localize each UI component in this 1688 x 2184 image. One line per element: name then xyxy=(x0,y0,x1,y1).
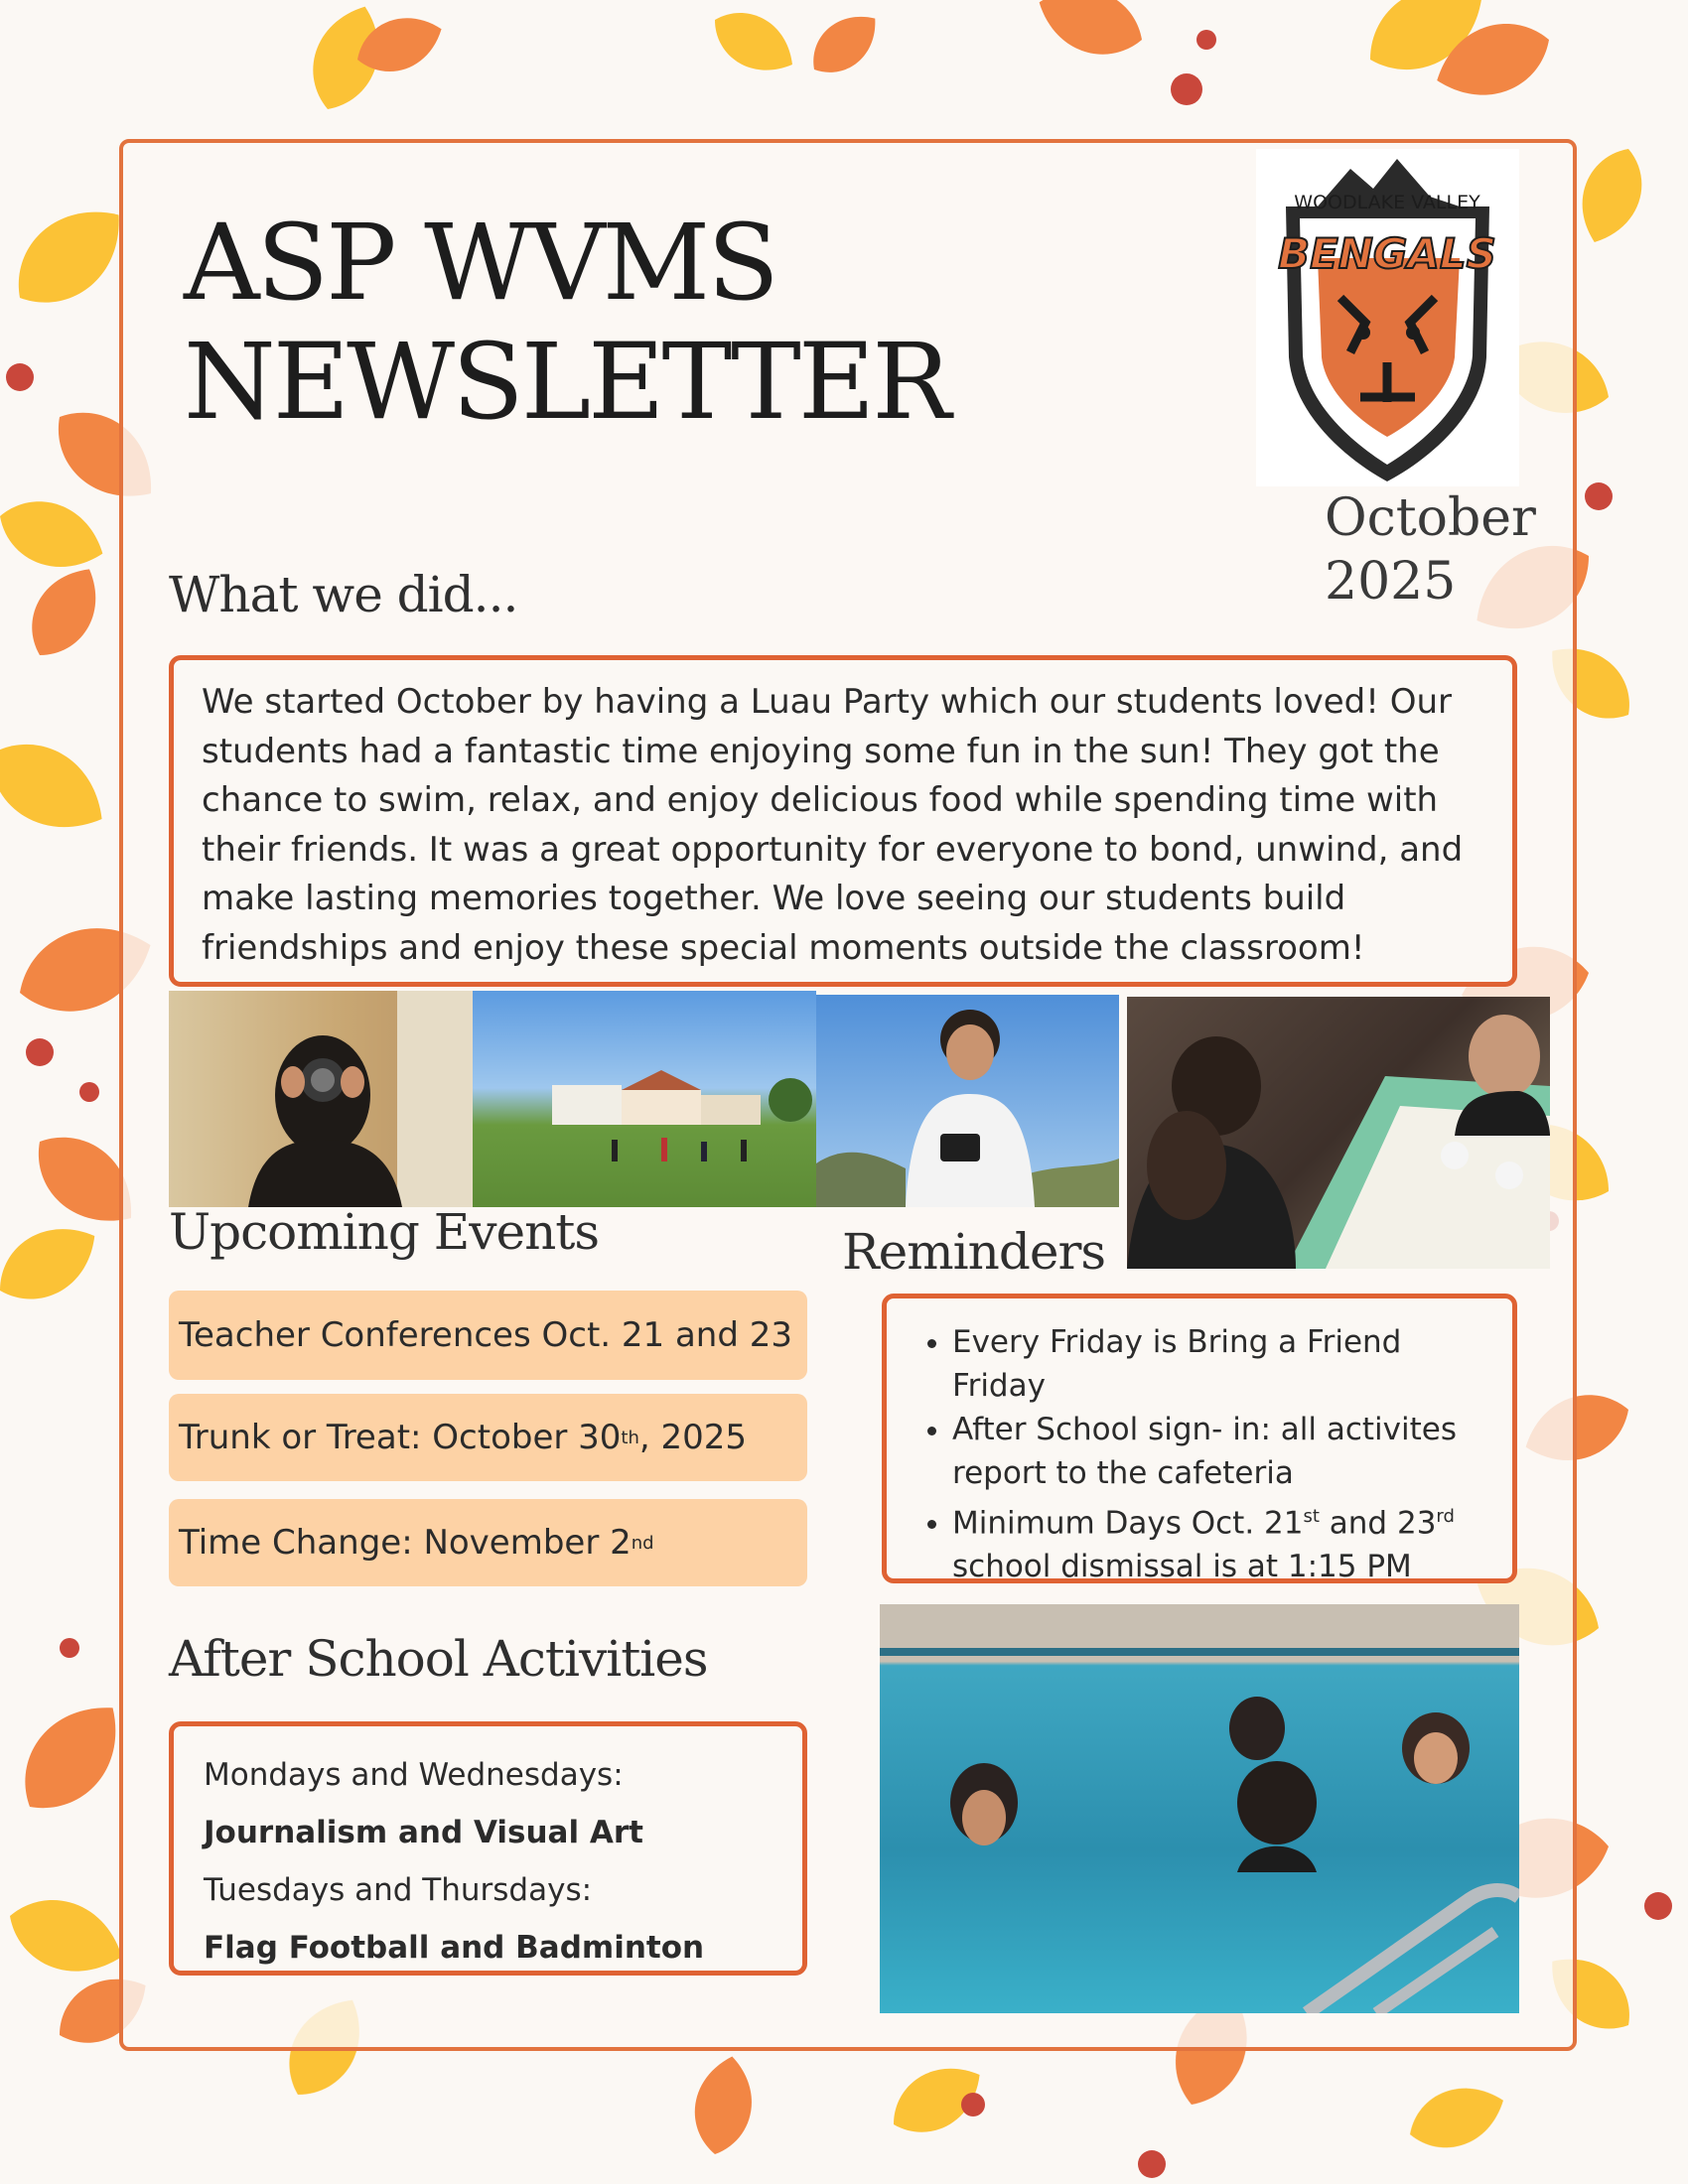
photo-student-camera xyxy=(169,991,473,1207)
after-school-box xyxy=(169,1721,807,1976)
event-time-change xyxy=(169,1499,807,1586)
story-line: their friends. It was a great opportunity for everyone to bond, unwind, and xyxy=(202,829,1464,870)
activity-name: Flag Football and Badminton xyxy=(204,1930,705,1966)
logo-top-text: WOODLAKE VALLEY xyxy=(1294,192,1480,213)
reminder-text: and 23 xyxy=(1319,1505,1437,1542)
issue-date xyxy=(1325,486,1536,614)
reminder-text: Minimum Days Oct. 21 xyxy=(952,1505,1304,1542)
reminder-item: • After School sign- in: all activites report to the cafeteria xyxy=(952,1408,1494,1495)
logo-team-text: BENGALS xyxy=(1278,229,1496,278)
newsletter-title xyxy=(184,204,948,442)
photo-pool-swimming xyxy=(880,1604,1519,2013)
reminders-heading: Reminders xyxy=(842,1223,1105,1281)
reminder-item xyxy=(952,1495,1494,1588)
issue-month: October xyxy=(1325,488,1536,548)
title-line-2: NEWSLETTER xyxy=(184,321,949,443)
story-line: make lasting memories together. We love seeing our students build xyxy=(202,879,1346,918)
event-trunk-or-treat xyxy=(169,1394,807,1481)
reminder-item: • Every Friday is Bring a Friend Friday xyxy=(952,1320,1494,1408)
photo-boy-camera xyxy=(816,995,1119,1207)
story-line: We started October by having a Luau Party which our students loved! Our xyxy=(202,682,1452,722)
title-line-1: ASP WVMS xyxy=(184,202,776,324)
what-we-did-box xyxy=(169,655,1517,987)
activity-days: Tuesdays and Thursdays: xyxy=(204,1872,593,1908)
story-line: students had a fantastic time enjoying some fun in the sun! They got the xyxy=(202,731,1440,771)
event-label: Trunk or Treat: October 30 xyxy=(179,1418,622,1457)
reminder-text: school dismissal is at 1:15 PM xyxy=(952,1549,1412,1585)
event-label: Teacher Conferences Oct. 21 and 23 xyxy=(179,1315,793,1355)
activity-name: Journalism and Visual Art xyxy=(204,1815,643,1850)
reminders-box xyxy=(882,1294,1517,1583)
story-line: friendships and enjoy these special moments outside the classroom! xyxy=(202,927,1365,968)
what-we-did-heading: What we did... xyxy=(169,566,518,623)
school-logo xyxy=(1256,149,1519,486)
activity-days: Mondays and Wednesdays: xyxy=(204,1757,624,1793)
event-label: Time Change: November 2 xyxy=(179,1523,632,1563)
issue-year: 2025 xyxy=(1325,552,1457,612)
event-superscript: th xyxy=(621,1427,639,1448)
after-school-heading: After School Activities xyxy=(169,1630,708,1688)
event-label: , 2025 xyxy=(638,1418,748,1457)
reminders-list xyxy=(903,1320,1494,1588)
photo-art-class xyxy=(1127,997,1550,1269)
event-teacher-conferences xyxy=(169,1291,807,1380)
photo-field-game xyxy=(473,991,816,1207)
reminder-superscript: st xyxy=(1303,1506,1320,1527)
tiger-shield-logo-icon xyxy=(1256,149,1519,486)
event-superscript: nd xyxy=(631,1532,654,1554)
story-line: chance to swim, relax, and enjoy delicious food while spending time with xyxy=(202,780,1439,820)
reminder-superscript: rd xyxy=(1436,1506,1455,1527)
upcoming-events-heading: Upcoming Events xyxy=(169,1203,600,1261)
